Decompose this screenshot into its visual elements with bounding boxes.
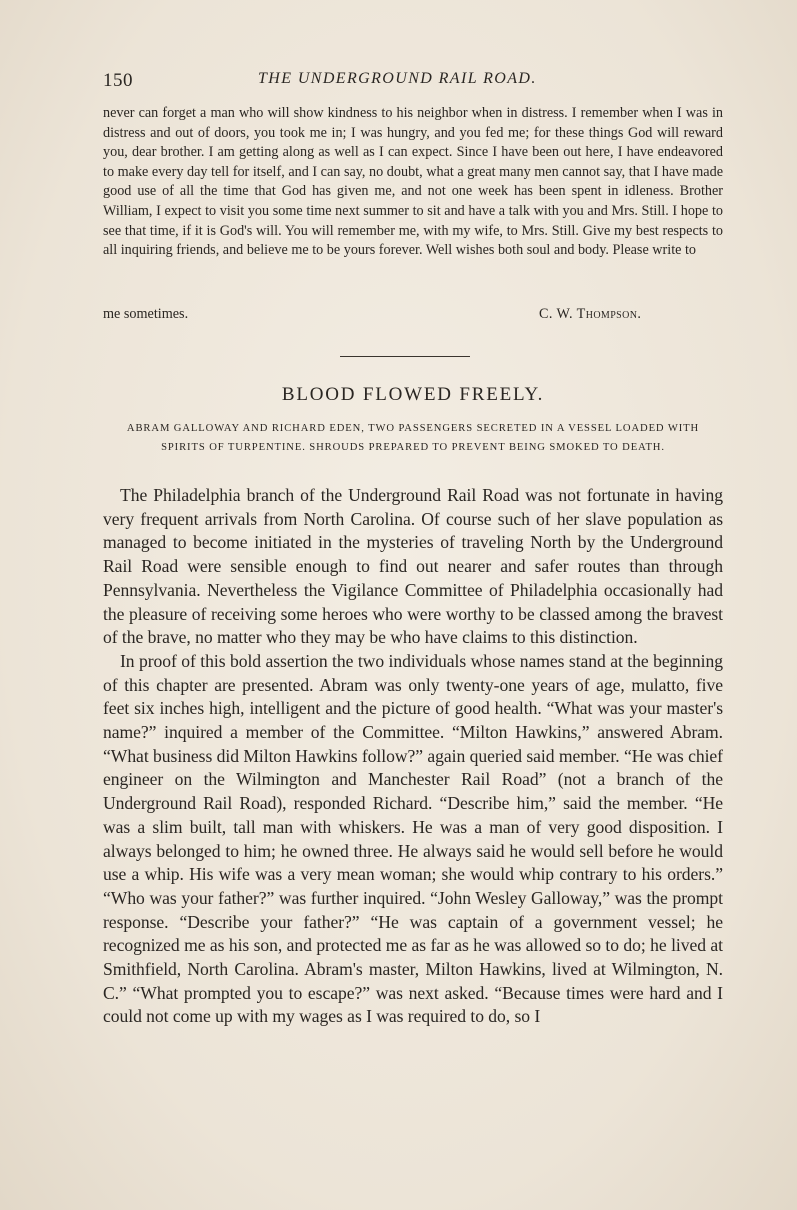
paragraph: In proof of this bold assertion the two individuals whose names stand at the beginning of this chapter are presented. Abram was only twenty-one years of age, mulatto, five feet six inches high, intelligent and the picture of good health. “What was your master's name?” inquired a member of the Committee. “Milton Hawkins,” answered Abram. “What business did Milton Hawkins follow?” again queried said member. “He was chief engineer on the Wilmington and Manchester Rail Road” (not a branch of the Underground Rail Road), responded Richard. “Describe him,” said the member. “He was a slim built, tall man with whiskers. He was a man of very good disposition. I always belonged to him; he owned three. He always said he would sell before he would use a whip. His wife was a very mean woman; she would whip contrary to his orders.” “Who was your father?” was further inquired. “John Wesley Galloway,” was the prompt response. “Describe your father?” “He was captain of a government vessel; he recognized me as his son, and protected me as far as he was allowed so to do; he lived at Smithfield, North Carolina. Abram's master, Milton Hawkins, lived at Wilmington, N. C.” “What prompted you to escape?” was next asked. “Because times were hard and I could not come up with my wages as I was required to do, so I (103, 650, 723, 1027)
chapter-body (103, 484, 723, 1029)
section-subtitle: ABRAM GALLOWAY AND RICHARD EDEN, TWO PASSENGERS SECRETED IN A VESSEL LOADED WITH SPIRITS OF TURPENTINE. SHROUDS PREPARED TO PREVENT BEING SMOKED TO DEATH. (126, 423, 700, 454)
section-divider (340, 356, 470, 357)
letter-excerpt (103, 104, 723, 261)
paragraph: The Philadelphia branch of the Underground Rail Road was not fortunate in having very frequent arrivals from North Carolina. Of course such of her slave population as managed to become initiated in the mysteries of traveling North by the Underground Rail Road were sensible enough to find out nearer and safer routes than through Pennsylvania. Nevertheless the Vigilance Committee of Philadelphia occasionally had the pleasure of receiving some heroes who were worthy to be classed among the bravest of the brave, no matter who they may be who have claims to this distinction. (103, 485, 723, 648)
letter-closing: me sometimes. (103, 306, 189, 322)
running-title: THE UNDERGROUND RAIL ROAD. (258, 70, 537, 87)
letter-text: never can forget a man who will show kindness to his neighbor when in distress. I remember when I was in distress and out of doors, you took me in; I was hungry, and you fed me; for these things God will reward you, dear brother. I am getting along as well as I can expect. Since I have been out here, I have endeavored to make every day tell for itself, and I can say, no doubt, what a great many men cannot say, that I have made good use of all the time that God has given me, and not one week has been spent in idleness. Brother William, I expect to visit you some time next summer to sit and have a talk with you and Mrs. Still. I hope to see that time, if it is God's will. You will remember me, with my wife, to Mrs. Still. Give my best respects to all inquiring friends, and believe me to be yours forever. Well wishes both soul and body. Please write to (103, 105, 723, 259)
section-title: BLOOD FLOWED FREELY. (281, 384, 545, 405)
letter-signature: C. W. Thompson. (539, 306, 642, 322)
page-header (103, 70, 723, 96)
page-number: 150 (103, 70, 133, 91)
